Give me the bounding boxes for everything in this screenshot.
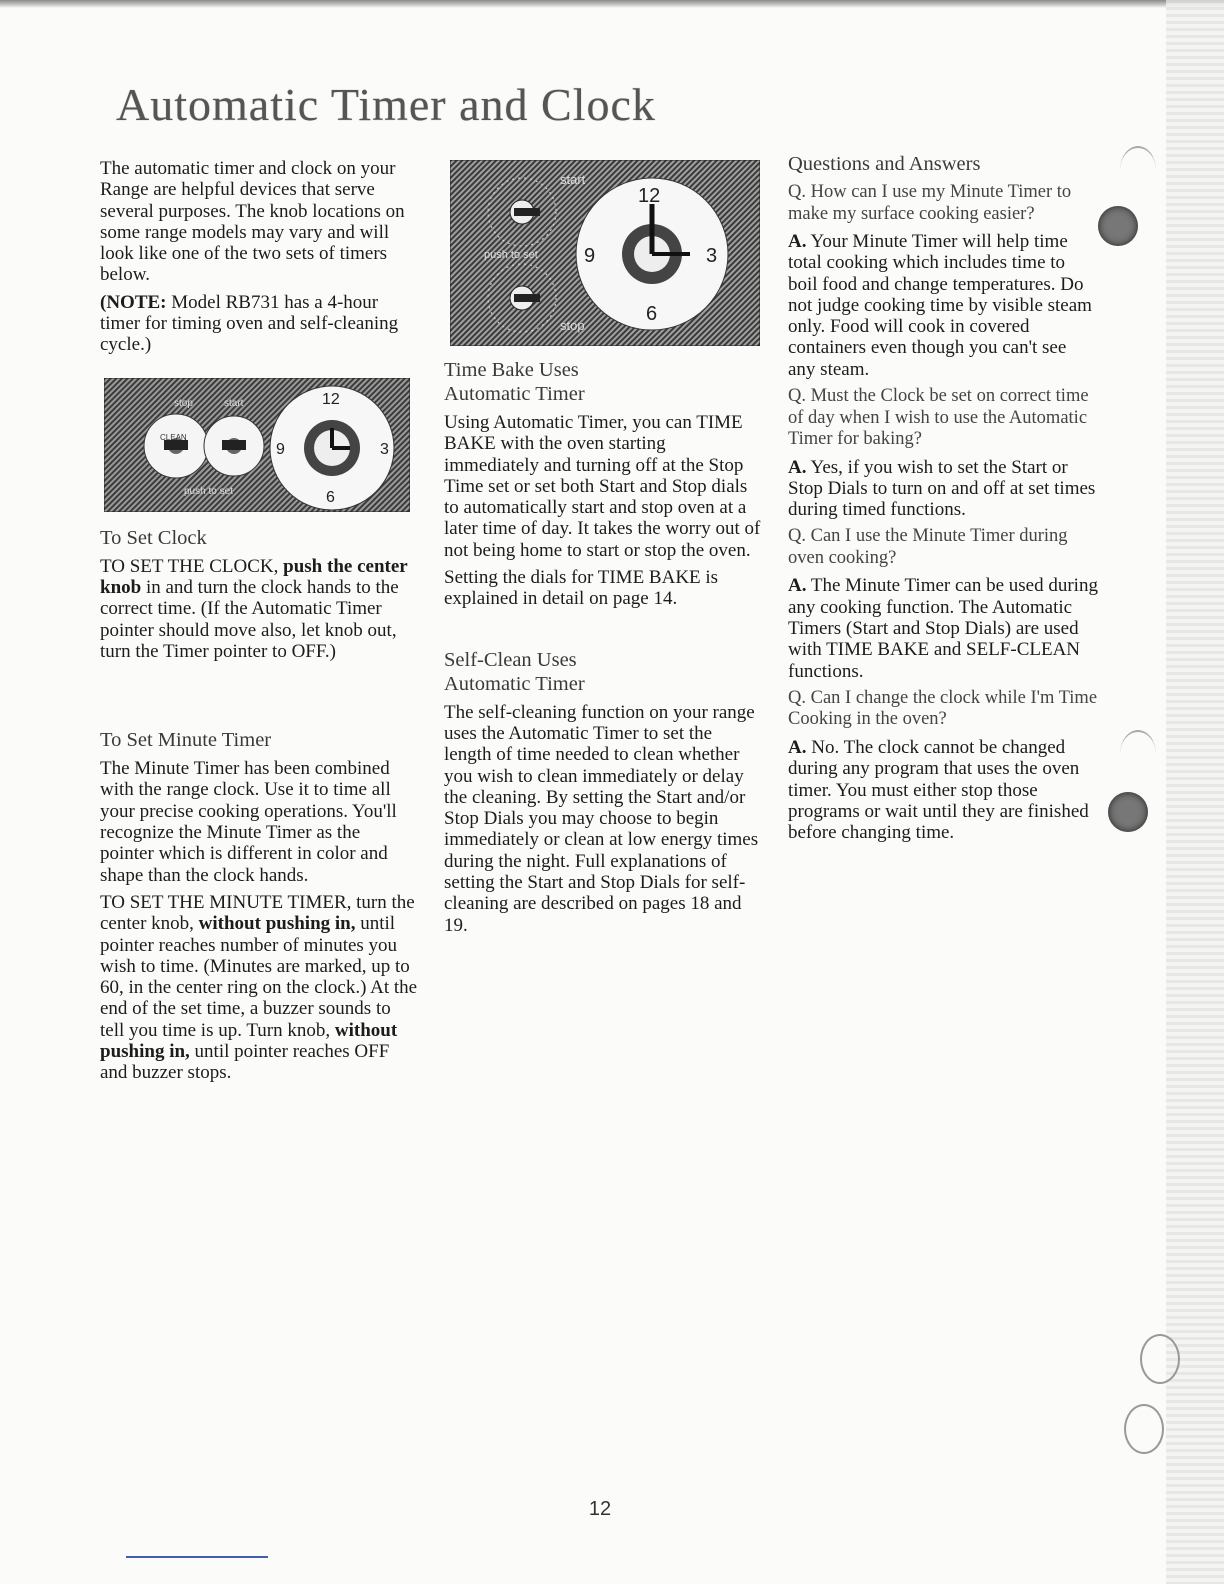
- answer-2: [788, 457, 1098, 521]
- selfclean-paragraph: The self-cleaning function on your range uses the Automatic Timer to set the length of time needed to clean whether you wish to clean immediately or delay the cleaning. By setting the Start and/or Stop Dials you may choose to begin immediately or clean at low energy times during the night. Full explanations of setting the Start and Stop Dials for self-cleaning are described on pages 18 and 19.: [444, 701, 759, 936]
- minute-timer-paragraph-1: The Minute Timer has been combined with the range clock. Use it to time all your precise cooking operations. You'll recognize the Minute Timer as the pointer which is different in color and shape than the clock hands.: [100, 758, 397, 886]
- answer-label: A.: [788, 231, 807, 252]
- minute-text-a: TO SET THE MINUTE TIMER, turn the center knob,: [100, 891, 415, 935]
- page-title: Automatic Timer and Clock: [116, 79, 656, 130]
- question-3: Q. Can I use the Minute Timer during oven cooking?: [788, 526, 1068, 568]
- panel2-three-numeral: 3: [706, 245, 718, 267]
- answer-text: The Minute Timer can be used during any cooking function. The Automatic Timers (Start and Stop Dials) are used with TIME BAKE and SELF-CLEAN functions.: [788, 575, 1098, 682]
- panel1-stop-label: stop: [174, 397, 193, 409]
- panel1-twelve-numeral: 12: [322, 390, 340, 408]
- answer-3: [788, 575, 1098, 681]
- timebake-heading-line2: Automatic Timer: [444, 383, 585, 405]
- panel1-clean-label: CLEAN: [160, 432, 187, 442]
- clock-text-rest: in and turn the clock hands to the correct time. (If the Automatic Timer pointer should move also, let knob out, turn the Timer pointer to OFF.): [100, 576, 399, 662]
- minute-timer-heading: To Set Minute Timer: [100, 729, 272, 752]
- panel2-nine-numeral: 9: [584, 245, 596, 267]
- binder-hole: [1108, 792, 1148, 832]
- answer-text: Your Minute Timer will help time total cooking which includes time to boil food and change temperatures. Do not judge cooking time by visible steam only. Food will cook in covered containers even though you can't see any steam.: [788, 231, 1092, 380]
- timer-panel-figure-1: [104, 378, 410, 512]
- question-2: Q. Must the Clock be set on correct time of day when I wish to use the Automatic Timer for baking?: [788, 386, 1089, 450]
- panel2-twelve-numeral: 12: [638, 185, 661, 207]
- selfclean-heading-line2: Automatic Timer: [444, 672, 585, 695]
- clock-text-a: TO SET THE CLOCK,: [100, 555, 284, 577]
- timebake-heading: [444, 358, 762, 406]
- clock-text-bold: push the center knob: [100, 555, 408, 598]
- binder-ring-mark: [1120, 146, 1156, 194]
- binder-ring-mark: [1140, 1334, 1180, 1384]
- answer-text: No. The clock cannot be changed during any program that uses the oven timer. You must either stop those programs or wait until they are finished before changing time.: [788, 736, 1089, 844]
- binder-ring-mark: [1124, 1404, 1164, 1454]
- intro-paragraph: The automatic timer and clock on your Range are helpful devices that serve several purposes. The knob locations on some range models may vary and will look like one of the two sets of timers below.: [100, 158, 405, 286]
- answer-label: A.: [788, 456, 807, 478]
- answer-label: A.: [788, 575, 807, 597]
- panel2-stop-label: stop: [560, 318, 585, 333]
- panel1-three-numeral: 3: [380, 440, 389, 458]
- panel1-push-label: push to set: [184, 485, 233, 497]
- column-middle: [444, 358, 762, 942]
- column-left: [100, 158, 418, 1090]
- binder-hole: [1098, 206, 1138, 246]
- note-paragraph: [100, 292, 418, 356]
- panel2-start-label: start: [560, 172, 586, 187]
- selfclean-heading: [444, 648, 762, 696]
- timer-panel-illustration: [104, 378, 410, 512]
- timebake-heading-line1: Time Bake Uses: [444, 359, 579, 381]
- answer-text: Yes, if you wish to set the Start or Stop Dials to turn on and off at set times during timed functions.: [788, 456, 1096, 521]
- clock-paragraph: [100, 556, 418, 662]
- panel1-nine-numeral: 9: [276, 440, 285, 458]
- answer-4: [788, 737, 1098, 843]
- minute-timer-paragraph-2: [100, 892, 418, 1084]
- timer-panel-figure-2: [450, 160, 760, 346]
- panel1-six-numeral: 6: [326, 488, 335, 506]
- note-text: Model RB731 has a 4-hour timer for timing oven and self-cleaning cycle.): [100, 291, 399, 356]
- scan-mark: [126, 1556, 268, 1558]
- timer-panel-illustration: [450, 160, 760, 346]
- scan-top-edge: [0, 0, 1224, 8]
- note-label: (NOTE:: [100, 291, 167, 313]
- column-right: [788, 152, 1098, 849]
- answer-label: A.: [788, 736, 807, 758]
- answer-1: [788, 231, 1098, 380]
- binder-ring-mark: [1120, 730, 1156, 778]
- minute-text-b: without pushing in,: [198, 913, 356, 935]
- question-4: Q. Can I change the clock while I'm Time Cooking in the oven?: [788, 687, 1098, 730]
- question-1: Q. How can I use my Minute Timer to make my surface cooking easier?: [788, 182, 1072, 224]
- panel2-push-label: push to set: [484, 249, 538, 261]
- panel2-six-numeral: 6: [646, 303, 658, 325]
- clock-heading: To Set Clock: [100, 526, 207, 549]
- minute-text-c: until pointer reaches number of minutes you wish to time. (Minutes are marked, up to 60, in the center ring on the clock.) At the end of the set time, a buzzer sounds to tell you time is up. Turn knob,: [100, 913, 418, 1041]
- panel1-start-label: start: [224, 397, 244, 409]
- qa-heading: Questions and Answers: [788, 153, 981, 175]
- minute-text-e: until pointer reaches OFF and buzzer stops.: [100, 1041, 390, 1084]
- timebake-paragraph-1: Using Automatic Timer, you can TIME BAKE with the oven starting immediately and turning off at the Stop Time set or set both Start and Stop dials to automatically start and stop oven at a later time of day. It takes the worry out of not being home to start or stop the oven.: [444, 412, 761, 561]
- minute-text-d: without pushing in,: [100, 1019, 398, 1063]
- page-number: 12: [588, 1498, 612, 1520]
- selfclean-heading-line1: Self-Clean Uses: [444, 648, 577, 671]
- timebake-paragraph-2: Setting the dials for TIME BAKE is explained in detail on page 14.: [444, 567, 719, 610]
